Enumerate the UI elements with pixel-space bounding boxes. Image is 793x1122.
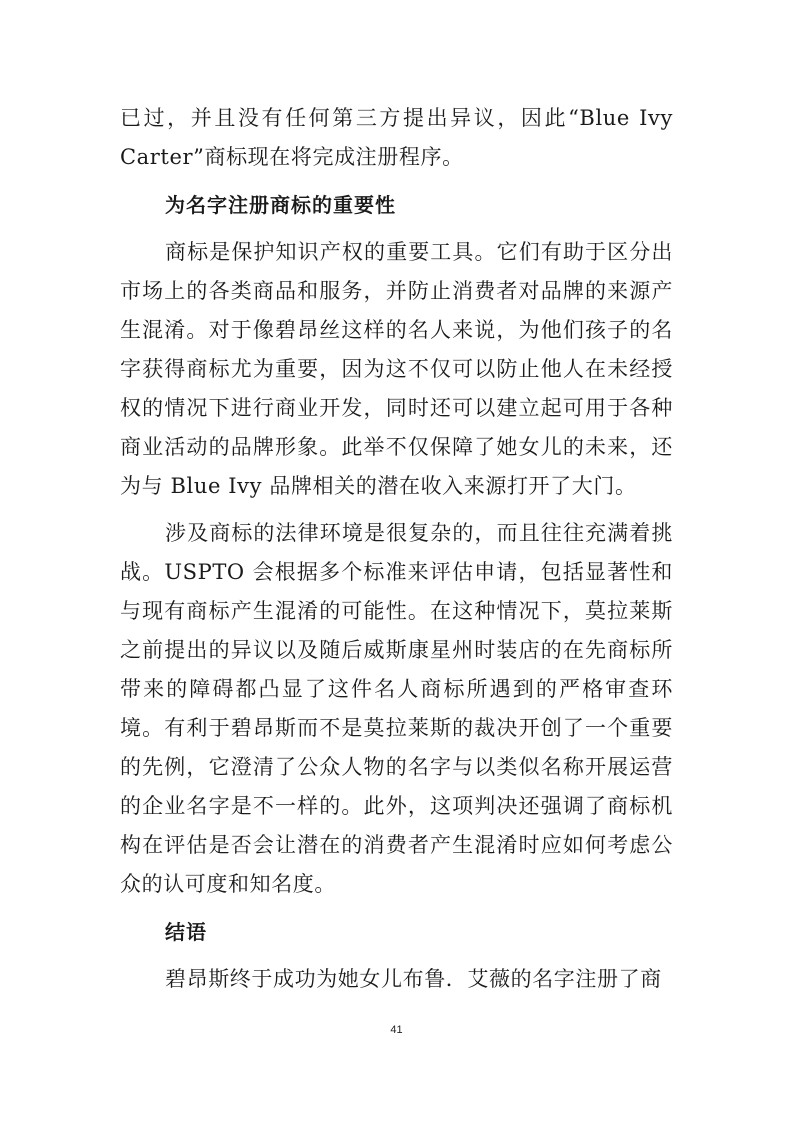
body-text bbox=[120, 99, 673, 999]
continuation-paragraph: 已过，并且没有任何第三方提出异议，因此“Blue Ivy Carter”商标现在将完成注册程序。 bbox=[120, 106, 673, 169]
page-number: 41 bbox=[390, 1024, 403, 1036]
section-heading-conclusion: 结语 bbox=[165, 920, 207, 944]
paragraph-conclusion: 碧昂斯终于成功为她女儿布鲁．艾薇的名字注册了商 bbox=[165, 967, 662, 991]
paragraph-trademark-tool: 商标是保护知识产权的重要工具。它们有助于区分出市场上的各类商品和服务，并防止消费者对品牌的来源产生混淆。对于像碧昂丝这样的名人来说，为他们孩子的名字获得商标尤为重要，因为这不仅可以防止他人在未经授权的情况下进行商业开发，同时还可以建立起可用于各种商业活动的品牌形象。此举不仅保障了她女儿的未来，还为与 Blue Ivy 品牌相关的潜在收入来源打开了大门。 bbox=[120, 240, 673, 498]
paragraph-legal-environment: 涉及商标的法律环境是很复杂的，而且往往充满着挑战。USPTO 会根据多个标准来评估申请，包括显著性和与现有商标产生混淆的可能性。在这种情况下，莫拉莱斯之前提出的异议以及随后威斯康星州时装店的在先商标所带来的障碍都凸显了这件名人商标所遇到的严格审查环境。有利于碧昂斯而不是莫拉莱斯的裁决开创了一个重要的先例，它澄清了公众人物的名字与以类似名称开展运营的企业名字是不一样的。此外，这项判决还强调了商标机构在评估是否会让潜在的消费者产生混淆时应如何考虑公众的认可度和知名度。 bbox=[120, 521, 673, 896]
section-heading-importance: 为名字注册商标的重要性 bbox=[165, 193, 396, 217]
